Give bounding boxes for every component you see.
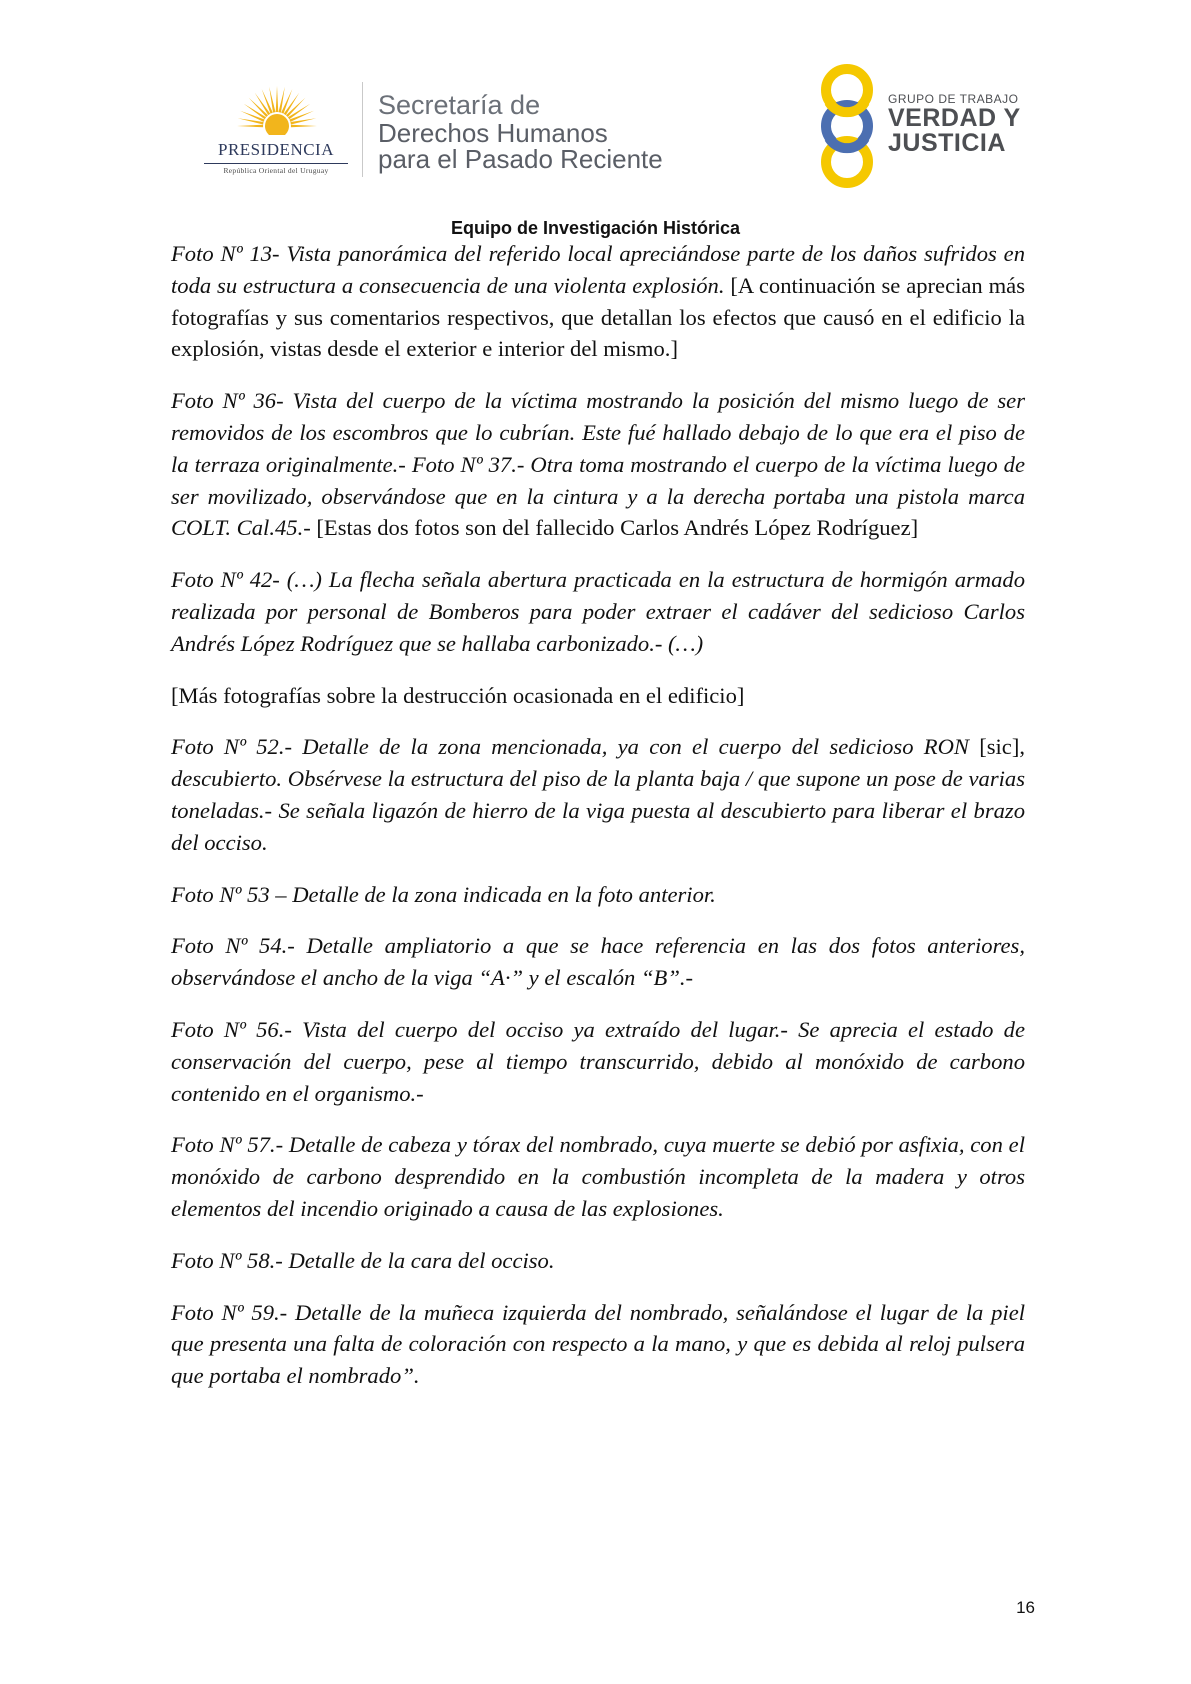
secretaria-logo-text <box>378 90 663 172</box>
paragraph-italic-continued: descubierto. Obsérvese la estructura del piso de la planta baja / que supone un pose de varias toneladas.- Se señala ligazón de hierro de la viga puesta al descubierto para liberar el brazo del occiso. <box>171 766 1025 855</box>
paragraph-italic: Foto Nº 56.- Vista del cuerpo del occiso ya extraído del lugar.- Se aprecia el estado de conservación del cuerpo, pese al tiempo transcurrido, debido al monóxido de carbono contenido en el organismo.- <box>171 1016 1025 1106</box>
paragraph-normal: [A continuación se aprecian más fotografías y sus comentarios respectivos, que detallan los efectos que causó en el edificio la explosión, vistas desde el exterior e interior del mismo.] <box>171 272 1025 362</box>
grupo-line-3: JUSTICIA <box>888 129 1006 157</box>
sun-ray <box>237 125 263 128</box>
sun-icon <box>232 80 322 140</box>
paragraph <box>171 1245 1025 1277</box>
presidencia-logo <box>196 80 356 180</box>
presidencia-subtitle: República Oriental del Uruguay <box>223 166 329 175</box>
paragraph-italic: Foto Nº 54.- Detalle ampliatorio a que se hace referencia en las dos fotos anteriores, observándose el ancho de la viga “A·” y el escalón “B”.- <box>171 933 1025 991</box>
paragraph-italic: Foto Nº 36- Vista del cuerpo de la víctima mostrando la posición del mismo luego de ser removidos de los escombros que lo cubrían. Este fué hallado debajo de lo que era el piso de la terraza originalmente.- Foto Nº 37.- Otra toma mostrando el cuerpo de la víctima luego de ser movilizado, observándose que en la cintura y a la derecha portaba una pistola marca COLT. Cal.45.- <box>171 388 1025 541</box>
paragraph-italic: Foto Nº 42- (…) La flecha señala abertura practicada en la estructura de hormigón armado realizada por personal de Bomberos para poder extraer el cadáver del sedicioso Carlos Andrés López Rodríguez que se hallaba carbonizado.- (…) <box>171 567 1025 656</box>
page-header <box>0 0 1191 238</box>
grupo-line-1: GRUPO DE TRABAJO <box>888 92 1019 106</box>
secretaria-line-2: Derechos Humanos <box>378 118 608 148</box>
sun-ray <box>276 86 279 112</box>
document-body <box>171 238 1025 1412</box>
logo-divider <box>362 82 363 177</box>
paragraph-normal: [Más fotografías sobre la destrucción ocasionada en el edificio] <box>171 682 745 708</box>
paragraph-italic: Foto Nº 57.- Detalle de cabeza y tórax del nombrado, cuya muerte se debió por asfixia, con el monóxido de carbono desprendido en la combustión incompleta de la madera y otros elementos del incendio originado a causa de las explosiones. <box>171 1132 1025 1221</box>
paragraph-normal: [sic], <box>968 734 1025 760</box>
paragraph <box>171 1297 1025 1392</box>
sun-ray <box>291 125 317 128</box>
paragraph-italic: Foto Nº 59.- Detalle de la muñeca izquierda del nombrado, señalándose el lugar de la piel que presenta una falta de coloración con respecto a la mano, y que es debida al reloj pulsera que portaba el nombrado”. <box>171 1299 1025 1389</box>
secretaria-line-1: Secretaría de <box>378 90 541 120</box>
section-title: Equipo de Investigación Histórica <box>450 218 741 238</box>
page-number: 16 <box>1016 1598 1035 1617</box>
paragraph <box>171 1129 1025 1224</box>
paragraph-italic: Foto Nº 58.- Detalle de la cara del occiso. <box>171 1247 555 1273</box>
paragraph <box>171 564 1025 659</box>
sun-disc <box>265 114 289 138</box>
paragraph <box>171 930 1025 994</box>
interlocking-rings-icon <box>812 62 882 190</box>
paragraph <box>171 879 1025 911</box>
paragraph-italic: Foto Nº 52.- Detalle de la zona mencionada, ya con el cuerpo del sedicioso RON <box>171 734 969 760</box>
paragraph-italic: Foto Nº 13- Vista panorámica del referido local apreciándose parte de los daños sufridos en toda su estructura a consecuencia de una violenta explosión. <box>171 241 1025 298</box>
presidencia-name: PRESIDENCIA <box>217 140 334 159</box>
paragraph <box>171 1014 1025 1109</box>
paragraph <box>171 680 1025 712</box>
paragraph <box>171 385 1025 544</box>
paragraph <box>171 731 1025 858</box>
presidencia-underline <box>204 163 348 164</box>
paragraph-normal: [Estas dos fotos son del fallecido Carlos Andrés López Rodríguez] <box>310 515 919 541</box>
secretaria-line-3: para el Pasado Reciente <box>378 144 663 174</box>
grupo-trabajo-text <box>888 92 1021 156</box>
paragraph-italic: Foto Nº 53 – Detalle de la zona indicada en la foto anterior. <box>171 881 716 907</box>
grupo-line-2: VERDAD Y <box>888 104 1021 132</box>
paragraph <box>171 238 1025 365</box>
